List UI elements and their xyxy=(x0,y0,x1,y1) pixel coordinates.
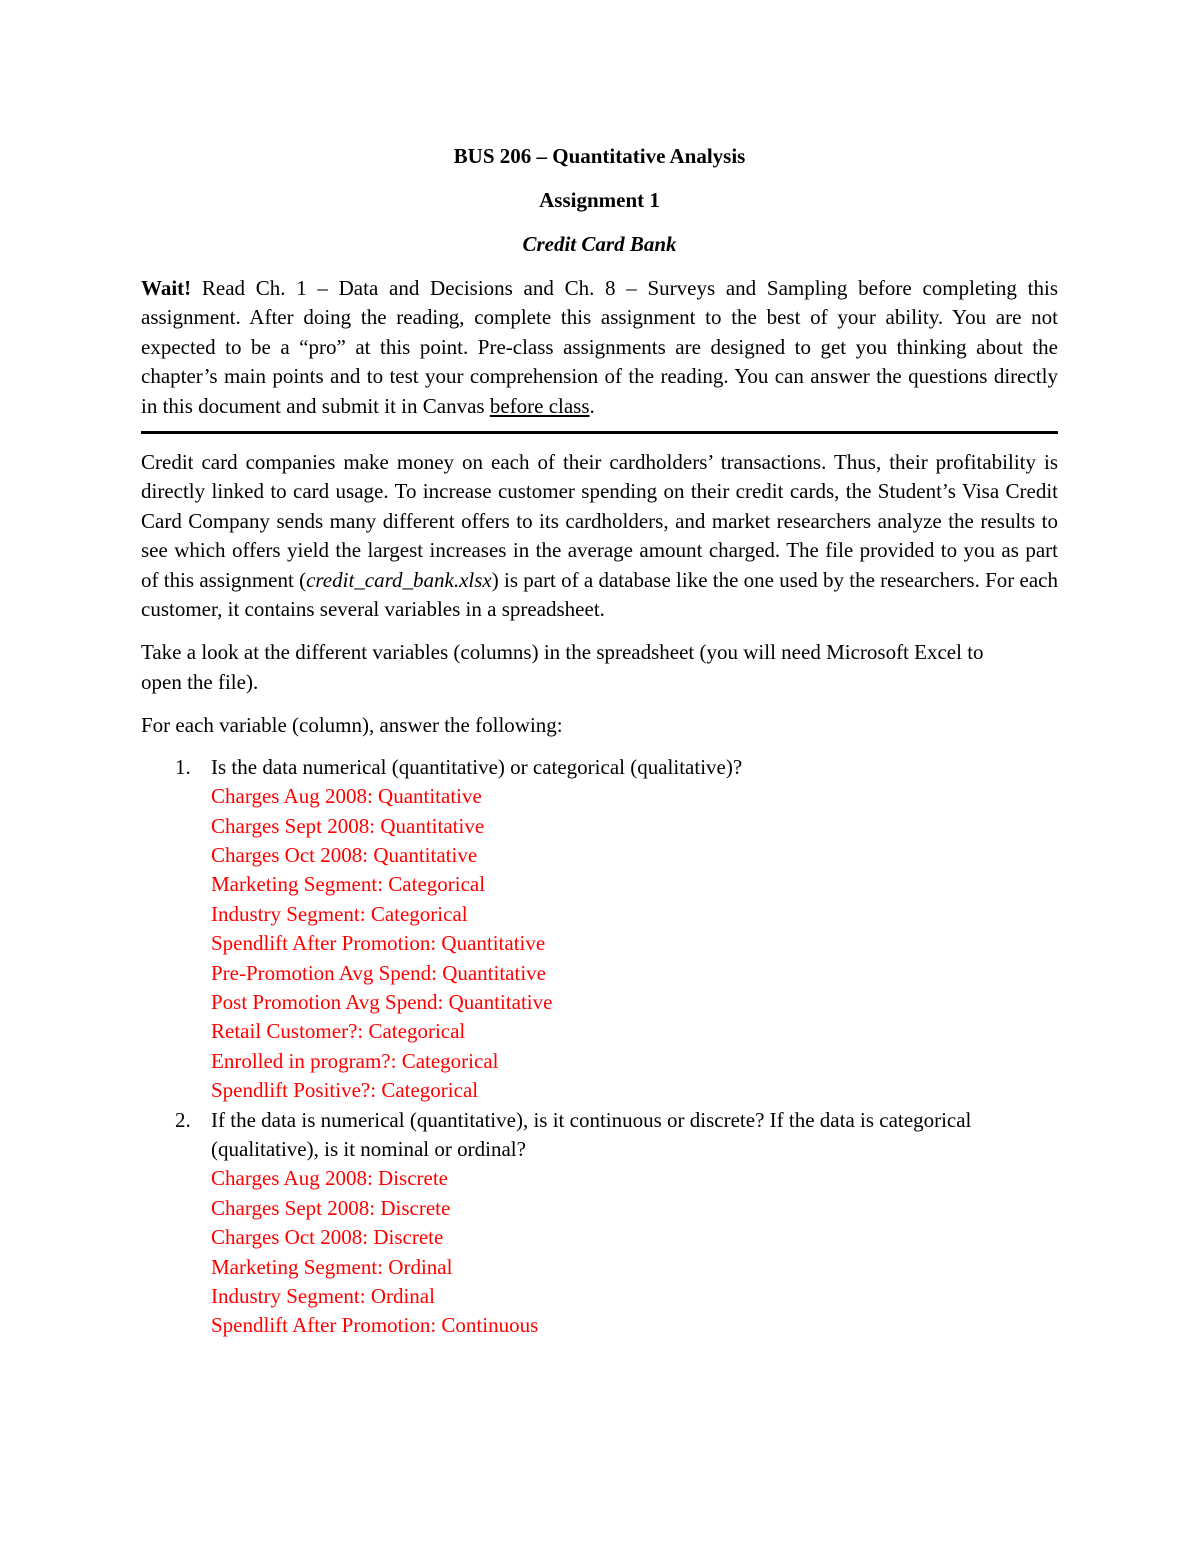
question-number: 2. xyxy=(175,1107,191,1132)
body-paragraph-1-b: ) is part of a database like the one used by the researchers. For each customer, it contains several variables in a spreadsheet. xyxy=(141,567,1058,622)
question-text: If the data is numerical (quantitative), is it continuous or discrete? If the data is categorical (qualitative), is it nominal or ordinal? xyxy=(211,1107,972,1161)
body-paragraph-3: For each variable (column), answer the following: xyxy=(141,713,563,738)
answer-line: Charges Aug 2008: Quantitative xyxy=(211,784,482,809)
assignment-subtitle: Credit Card Bank xyxy=(522,232,677,256)
instructions-text: Read Ch. 1 – Data and Decisions and Ch. 8 – Surveys and Sampling before completing this assignment. After doing the reading, complete this assignment to the best of your ability. You are not expected to be a “pro” at this point. Pre-class assignments are designed to get you thinking about the chapter’s main points and to test your comprehension of the reading. You can answer the questions directly in this document and submit it in Canvas xyxy=(141,276,1058,418)
body-paragraph-1 xyxy=(141,448,1058,624)
answer-line: Charges Sept 2008: Quantitative xyxy=(211,813,485,838)
instructions-deadline: before class xyxy=(489,393,590,418)
answer-line: Charges Aug 2008: Discrete xyxy=(211,1166,448,1191)
document-page xyxy=(141,142,1058,1341)
answer-line: Pre-Promotion Avg Spend: Quantitative xyxy=(211,960,546,985)
assignment-title: Assignment 1 xyxy=(539,188,660,212)
answer-line: Spendlift After Promotion: Continuous xyxy=(211,1313,539,1338)
question-item-2 xyxy=(141,1106,1058,1341)
answer-line: Spendlift Positive?: Categorical xyxy=(211,1078,479,1103)
answer-line: Industry Segment: Ordinal xyxy=(211,1284,435,1308)
horizontal-rule xyxy=(141,431,1058,434)
answer-line: Charges Sept 2008: Discrete xyxy=(211,1195,451,1220)
file-name: credit_card_bank.xlsx xyxy=(306,567,492,592)
body-paragraph-1-a: Credit card companies make money on each of their cardholders’ transactions. Thus, their profitability is directly linked to card usage. To increase customer spending on their credit cards, the Student’s Visa Credit Card Company sends many different offers to its cardholders, and market researchers analyze the results to see which offers yield the largest increases in the average amount charged. The file provided to you as part of this assignment ( xyxy=(141,450,1058,592)
question-number: 1. xyxy=(175,754,191,779)
question-text: Is the data numerical (quantitative) or categorical (qualitative)? xyxy=(211,754,743,779)
answer-line: Post Promotion Avg Spend: Quantitative xyxy=(211,989,553,1014)
answer-line: Charges Oct 2008: Discrete xyxy=(211,1225,444,1250)
course-title: BUS 206 – Quantitative Analysis xyxy=(453,144,746,168)
instructions-lead: Wait! xyxy=(141,276,192,300)
body-paragraph-2: Take a look at the different variables (columns) in the spreadsheet (you will need Microsoft Excel to open the file). xyxy=(141,640,984,694)
answer-line: Spendlift After Promotion: Quantitative xyxy=(211,931,546,956)
answer-line: Marketing Segment: Ordinal xyxy=(211,1254,453,1279)
answer-line: Retail Customer?: Categorical xyxy=(211,1019,466,1044)
instructions-end: . xyxy=(589,393,595,418)
instructions-paragraph xyxy=(141,274,1058,421)
answer-line: Charges Oct 2008: Quantitative xyxy=(211,842,478,867)
answer-line: Marketing Segment: Categorical xyxy=(211,872,486,897)
answer-line: Enrolled in program?: Categorical xyxy=(211,1048,499,1073)
answer-line: Industry Segment: Categorical xyxy=(211,901,468,926)
question-list xyxy=(141,753,1058,1341)
question-item-1 xyxy=(141,753,1058,1106)
